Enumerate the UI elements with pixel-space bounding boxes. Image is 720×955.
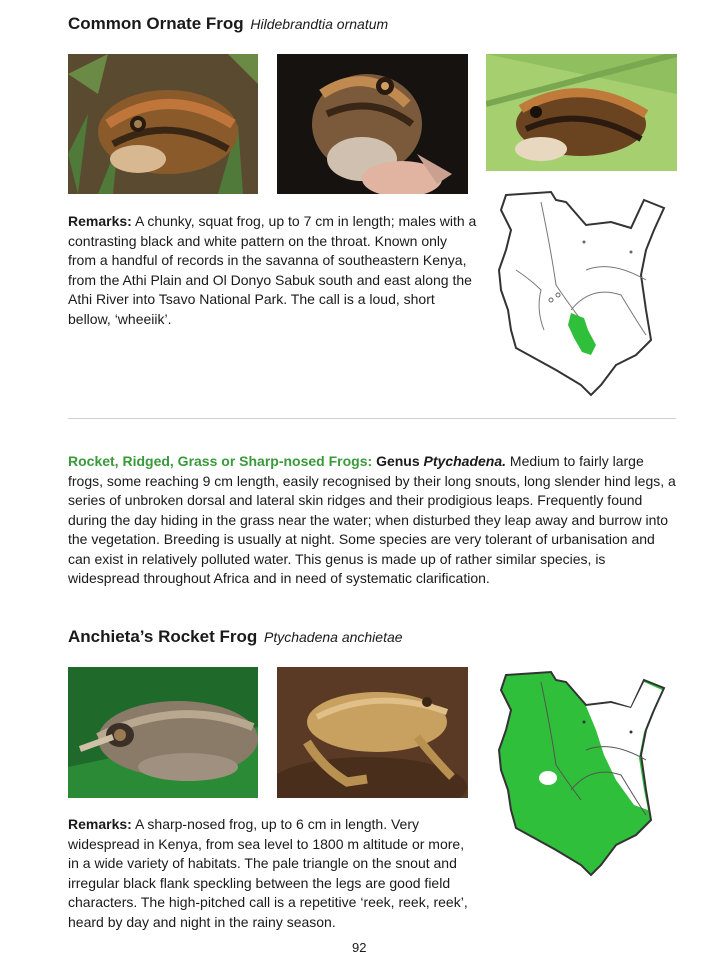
frog-photo-anchieta-1 — [68, 667, 258, 798]
section-divider — [68, 418, 676, 419]
frog-photo-ornate-2 — [277, 54, 468, 194]
species-common-name: Common Ornate Frog — [68, 14, 244, 33]
species-common-name: Anchieta’s Rocket Frog — [68, 627, 258, 646]
frog-photo-ornate-3 — [486, 54, 677, 171]
species-title-common-ornate-frog — [68, 14, 388, 34]
remarks-label: Remarks: — [68, 213, 132, 229]
remarks-label: Remarks: — [68, 816, 132, 832]
genus-text: Medium to fairly large frogs, some reaching 9 cm length, easily recognised by their long snouts, long slender hind legs, a series of unbroken dorsal and lateral skin ridges and their prodigious leaps. Frequently found during the day hiding in the grass near the water; when disturbed they leap away and burrow into the vegetation. Breeding is usually at night. Some species are very tolerant of urbanisation and can exist in relatively polluted water. This genus is made up of rather similar species, is widespread throughout Africa and in need of systematic clarification. — [68, 453, 676, 586]
species-scientific-name: Hildebrandtia ornatum — [250, 16, 389, 32]
species-scientific-name: Ptychadena anchietae — [263, 629, 403, 645]
frog-photo-ornate-1 — [68, 54, 258, 194]
frog-photo-anchieta-2 — [277, 667, 468, 798]
genus-heading: Rocket, Ridged, Grass or Sharp-nosed Frogs: — [68, 453, 373, 469]
remarks-anchietas-rocket-frog — [68, 815, 478, 932]
genus-label: Genus — [376, 453, 420, 469]
remarks-text: A chunky, squat frog, up to 7 cm in length; males with a contrasting black and white pattern on the throat. Known only from a handful of records in the savanna of southeastern Kenya, from the Athi Plain and Ol Donyo Sabuk south and east along the Athi River into Tsavo National Park. The call is a loud, short bellow, ‘wheeiik’. — [68, 213, 477, 327]
distribution-map-anchietas-rocket-frog — [496, 670, 671, 877]
distribution-map-common-ornate-frog — [496, 190, 671, 397]
genus-description — [68, 452, 680, 589]
page-number: 92 — [352, 940, 367, 955]
species-title-anchietas-rocket-frog — [68, 627, 403, 647]
remarks-text: A sharp-nosed frog, up to 6 cm in length. Very widespread in Kenya, from sea level to 1800 m altitude or more, in a wide variety of habitats. The pale triangle on the snout and irregular black flank speckling between the legs are good field characters. The high-pitched call is a repetitive ‘reek, reek, reek’, heard by day and night in the rainy season. — [68, 816, 468, 930]
genus-name: Ptychadena. — [423, 453, 507, 469]
remarks-common-ornate-frog — [68, 212, 478, 329]
